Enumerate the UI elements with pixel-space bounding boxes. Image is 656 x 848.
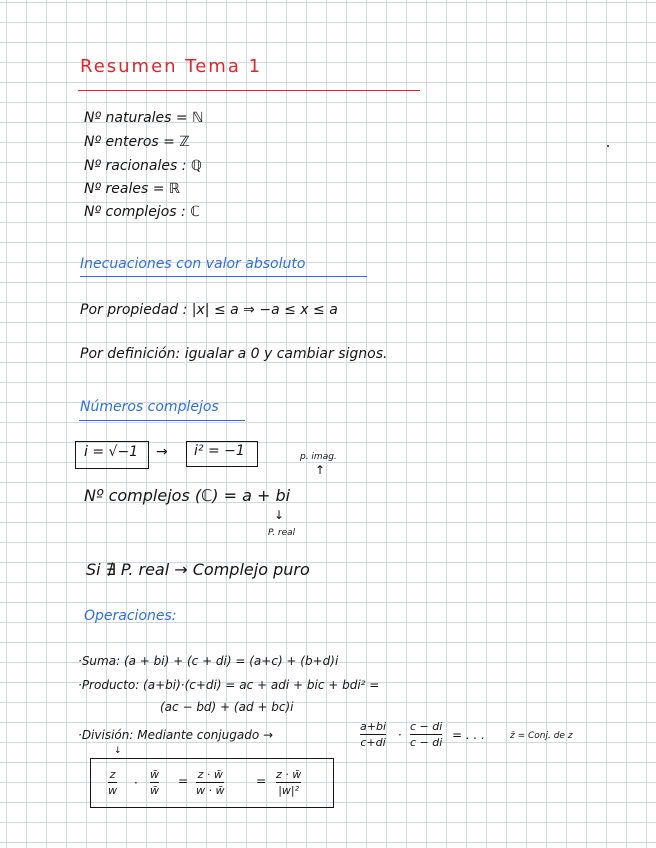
i-squared: i² = −1 [194,443,245,459]
op-sum: ·Suma: (a + bi) + (c + di) = (a+c) + (b+d)i [78,654,339,668]
set-complejos: Nº complejos : ℂ [84,204,200,220]
stray-dot [607,145,609,147]
p-imag-label: p. imag. [300,452,337,462]
box-fraction-wbar: w̄ w̄ [150,768,159,797]
box-fraction-z-w: z w [108,768,117,797]
complex-underline [79,420,245,421]
inequalities-underline [80,276,367,277]
fraction-conjugate: c − di c − di [410,720,443,749]
inequalities-heading: Inecuaciones con valor absoluto [80,256,306,272]
arrow-down-small-icon: ↓ [114,746,122,756]
op-product-1: ·Producto: (a+bi)·(c+di) = ac + adi + bic + bdi² = [78,678,380,692]
arrow-up-icon: ↑ [315,463,326,477]
box-multiply-dot: · [134,776,138,790]
set-enteros: Nº enteros = ℤ [84,134,190,150]
complex-definition: Nº complejos (ℂ) = a + bi [84,486,291,505]
p-real-label: P. real [268,528,296,538]
op-product-2: (ac − bd) + (ad + bc)i [160,700,294,714]
box-fraction-modulus: z · w̄ |w|² [276,768,302,797]
op-division: ·División: Mediante conjugado → [78,728,274,742]
conjugate-note: z̄ = Conj. de z [510,731,573,741]
page-title: Resumen Tema 1 [80,56,263,77]
by-property: Por propiedad : |x| ≤ a ⇒ −a ≤ x ≤ a [80,302,338,318]
title-underline [78,90,420,91]
arrow-icon: → [156,444,168,460]
pure-complex: Si ∄ P. real → Complejo puro [86,560,310,579]
by-definition: Por definición: igualar a 0 y cambiar signos. [80,346,388,362]
i-definition: i = √−1 [84,444,139,460]
set-reales: Nº reales = ℝ [84,181,180,197]
arrow-down-icon: ↓ [274,508,285,522]
division-ellipsis: = . . . [452,728,485,742]
set-naturales: Nº naturales = ℕ [84,110,204,126]
set-racionales: Nº racionales : ℚ [84,158,202,174]
multiply-dot: · [398,728,402,742]
complex-heading: Números complejos [80,399,219,415]
box-fraction-zw-ww: z · w̄ w · w̄ [196,768,225,797]
box-equals-1: = [178,774,189,788]
operations-heading: Operaciones: [84,608,177,624]
box-equals-2: = [256,774,267,788]
fraction-abi-cdi: a+bi c+di [360,720,386,749]
